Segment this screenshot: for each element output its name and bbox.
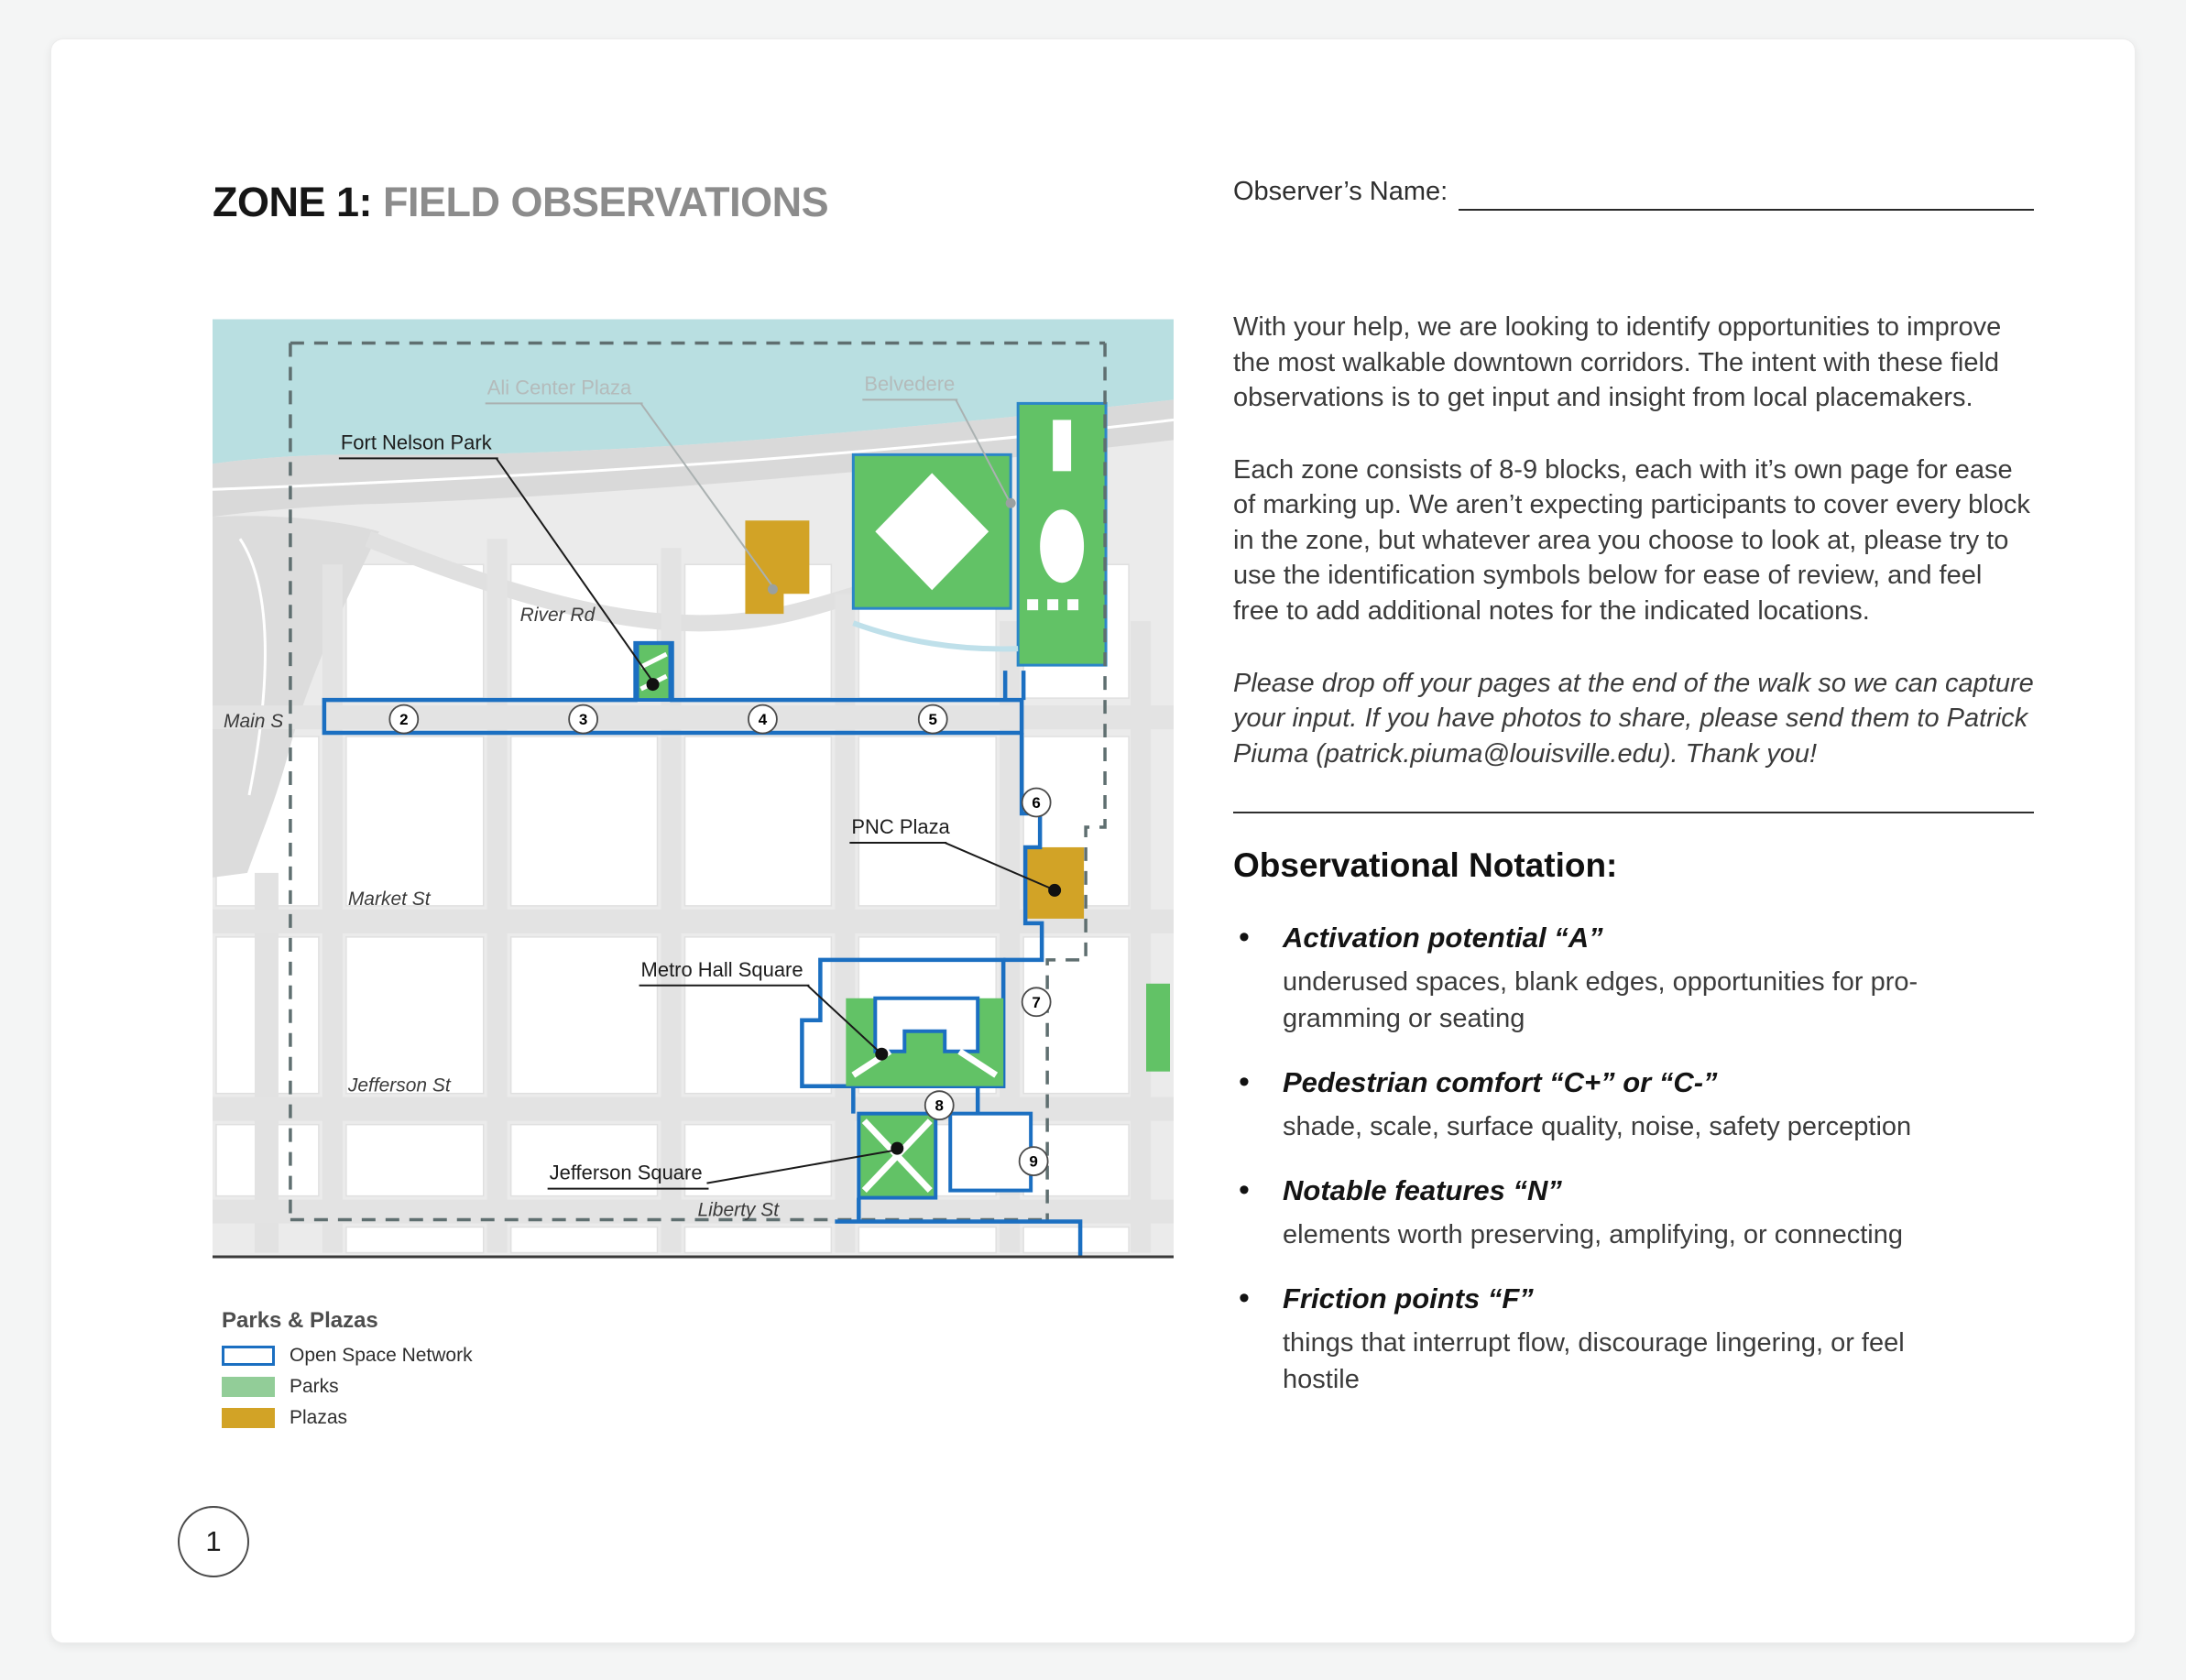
map-bottom-border: [213, 1256, 1174, 1259]
map-legend: [222, 1308, 473, 1438]
legend-item-open-space: [222, 1345, 473, 1367]
map-label-ali-center-plaza: Ali Center Plaza: [486, 376, 632, 399]
legend-item-parks: [222, 1376, 473, 1398]
fort-nelson-park-area: [638, 643, 671, 700]
legend-label: Open Space Network: [290, 1345, 473, 1366]
section-divider: [1233, 812, 2034, 813]
page-title: [213, 179, 828, 226]
notation-term: • Pedestrian comfort “C+” or “C-”: [1283, 1066, 1718, 1099]
map-label-fort-nelson-park: Fort Nelson Park: [340, 431, 492, 454]
intro-text: [1233, 310, 2034, 771]
map-label-main-st: Main S: [223, 711, 284, 733]
zone-map: [213, 319, 1174, 1259]
plazas-swatch: [222, 1408, 275, 1428]
notation-desc: shade, scale, surface quality, noise, safety perception: [1283, 1112, 1912, 1142]
notation-term: • Friction points “F”: [1283, 1282, 1534, 1315]
block-marker-6: 6: [1032, 793, 1041, 812]
notation-desc: elements worth preserving, amplifying, or connecting: [1283, 1220, 1903, 1250]
legend-label: Parks: [290, 1376, 339, 1397]
block-marker-2: 2: [399, 711, 409, 729]
legend-title: Parks & Plazas: [222, 1308, 378, 1333]
block-marker-8: 8: [935, 1096, 944, 1115]
block-marker-3: 3: [578, 711, 588, 729]
block-marker-9: 9: [1029, 1152, 1038, 1171]
notation-heading: Observational Notation:: [1233, 846, 1618, 885]
map-label-pnc-plaza: PNC Plaza: [851, 814, 950, 838]
notation-desc: underused spaces, blank edges, opportunities for pro-gramming or seating: [1283, 967, 1918, 1034]
east-park-strip: [1146, 984, 1170, 1072]
map-label-jefferson-square: Jefferson Square: [549, 1161, 703, 1184]
intro-paragraph-2: Each zone consists of 8-9 blocks, each with it’s own page for ease of marking up. We aren’t expecting participants to cover every block in the zone, but whatever area you choose to look at, please try to use the identification symbols below for ease of review, and feel free to add additional notes for the indicated locations.: [1233, 454, 2030, 626]
observer-name-row: [1233, 177, 2034, 211]
block-marker-7: 7: [1032, 993, 1041, 1011]
notation-list: [1233, 922, 2034, 1398]
worksheet-page: [50, 38, 2136, 1643]
legend-label: Plazas: [290, 1407, 348, 1428]
notation-desc: things that interrupt flow, discourage lingering, or feel hostile: [1283, 1328, 1905, 1395]
notation-term: • Activation potential “A”: [1283, 922, 1603, 955]
notation-item-friction: [1233, 1282, 2034, 1398]
open-space-network-swatch: [222, 1346, 275, 1366]
map-label-jefferson-st: Jefferson St: [347, 1075, 451, 1096]
page-number-badge: [178, 1506, 249, 1577]
legend-item-plazas: [222, 1407, 473, 1429]
map-label-belvedere: Belvedere: [864, 372, 956, 396]
pnc-plaza-area: [1027, 847, 1084, 919]
instructions-column: [1233, 177, 2034, 1427]
map-label-market-st: Market St: [347, 888, 431, 910]
notation-item-notable: [1233, 1174, 2034, 1253]
intro-paragraph-1: With your help, we are looking to identify opportunities to improve the most walkable downtown corridors. The intent with these field observations is to get input and insight from local placemakers.: [1233, 312, 2002, 413]
page-number: 1: [205, 1525, 222, 1557]
observer-name-field[interactable]: [1459, 178, 2034, 211]
map-label-river-rd: River Rd: [519, 605, 596, 627]
block-marker-4: 4: [758, 711, 768, 729]
notation-item-activation: [1233, 922, 2034, 1037]
notation-item-comfort: [1233, 1066, 2034, 1145]
page-title-zone: ZONE 1:: [213, 179, 373, 225]
drop-off-note: Please drop off your pages at the end of the walk so we can capture your input. If you have photos to share, please send them to Patrick Piuma (patrick.piuma@louisville.edu). Thank you!: [1233, 668, 2034, 769]
observer-name-label: Observer’s Name:: [1233, 177, 1448, 206]
page-title-rest: FIELD OBSERVATIONS: [383, 179, 829, 225]
map-label-metro-hall-square: Metro Hall Square: [640, 957, 803, 981]
notation-term: • Notable features “N”: [1283, 1174, 1562, 1207]
parks-swatch: [222, 1377, 275, 1397]
map-label-liberty-st: Liberty St: [697, 1199, 780, 1221]
block-marker-5: 5: [928, 711, 937, 729]
